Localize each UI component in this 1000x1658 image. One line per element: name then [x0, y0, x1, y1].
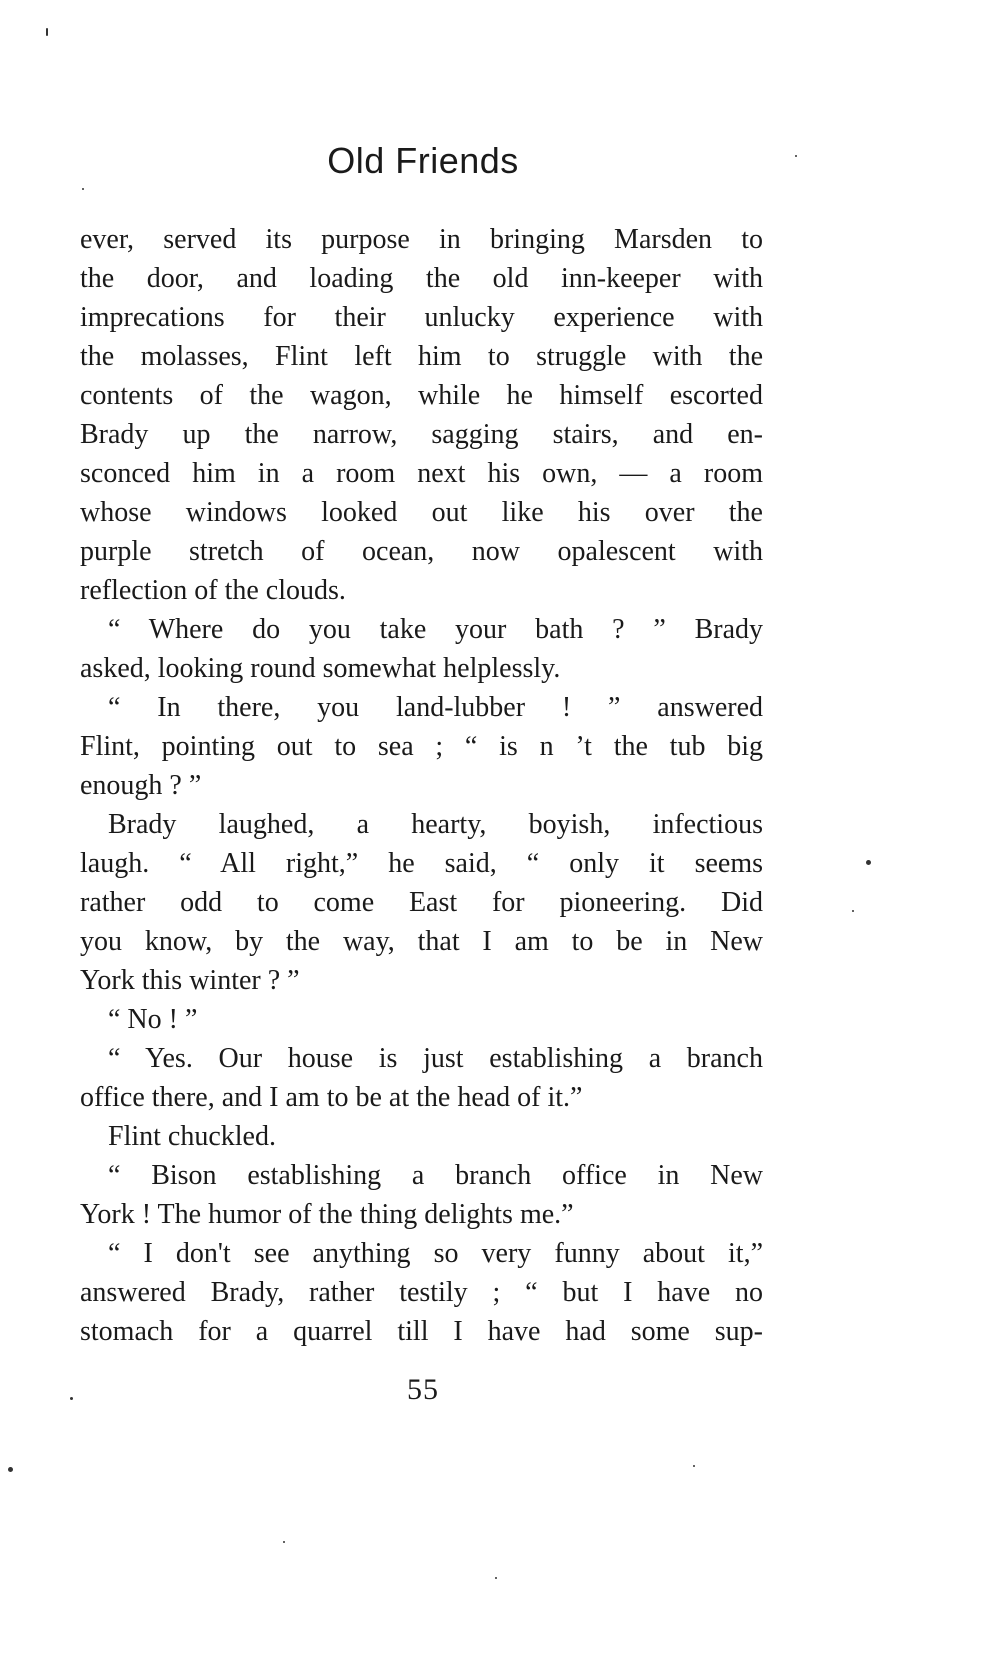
text-line: Flint chuckled. — [108, 1121, 276, 1152]
scan-speck — [852, 910, 854, 912]
text-line: York this winter ? ” — [80, 965, 300, 996]
text-line: sconced him in a room next his own, — a room — [80, 458, 763, 489]
text-line: contents of the wagon, while he himself escorted — [80, 380, 763, 411]
text-line: the door, and loading the old inn-keeper with — [80, 263, 763, 294]
text-line: stomach for a quarrel till I have had some sup- — [80, 1316, 763, 1347]
text-line: answered Brady, rather testily ; “ but I have no — [80, 1277, 763, 1308]
text-line: whose windows looked out like his over the — [80, 497, 763, 528]
text-line: asked, looking round somewhat helplessly. — [80, 653, 561, 684]
text-line: reflection of the clouds. — [80, 575, 346, 606]
text-line: enough ? ” — [80, 770, 202, 801]
text-line: “ No ! ” — [108, 1004, 198, 1035]
scan-speck — [495, 1577, 497, 1579]
text-line: “ I don't see anything so very funny about it,” — [108, 1238, 763, 1269]
text-line: York ! The humor of the thing delights me.” — [80, 1199, 574, 1230]
text-line: ever, served its purpose in bringing Marsden to — [80, 224, 763, 255]
text-line: purple stretch of ocean, now opalescent with — [80, 536, 763, 567]
body-text — [80, 220, 763, 1351]
text-line: “ In there, you land-lubber ! ” answered — [108, 692, 763, 723]
text-line: laugh. “ All right,” he said, “ only it seems — [80, 848, 763, 879]
scan-speck — [70, 1397, 73, 1400]
scan-speck — [795, 155, 797, 157]
scan-speck — [46, 28, 48, 36]
page-number: 55 — [407, 1373, 439, 1406]
text-line: the molasses, Flint left him to struggle with the — [80, 341, 763, 372]
text-line: you know, by the way, that I am to be in New — [80, 926, 763, 957]
text-line: “ Where do you take your bath ? ” Brady — [108, 614, 763, 645]
scan-speck — [693, 1465, 695, 1467]
scan-speck — [8, 1467, 13, 1472]
text-line: Brady laughed, a hearty, boyish, infectious — [108, 809, 763, 840]
text-line: imprecations for their unlucky experience with — [80, 302, 763, 333]
text-line: “ Yes. Our house is just establishing a branch — [108, 1043, 763, 1074]
scan-speck — [283, 1541, 285, 1543]
scan-speck — [82, 188, 84, 190]
text-line: Flint, pointing out to sea ; “ is n ’t the tub big — [80, 731, 763, 762]
text-line: rather odd to come East for pioneering. Did — [80, 887, 763, 918]
running-head: Old Friends — [327, 140, 519, 181]
scan-speck — [866, 860, 871, 865]
text-line: “ Bison establishing a branch office in New — [108, 1160, 763, 1191]
text-line: office there, and I am to be at the head of it.” — [80, 1082, 583, 1113]
text-line: Brady up the narrow, sagging stairs, and en- — [80, 419, 763, 450]
